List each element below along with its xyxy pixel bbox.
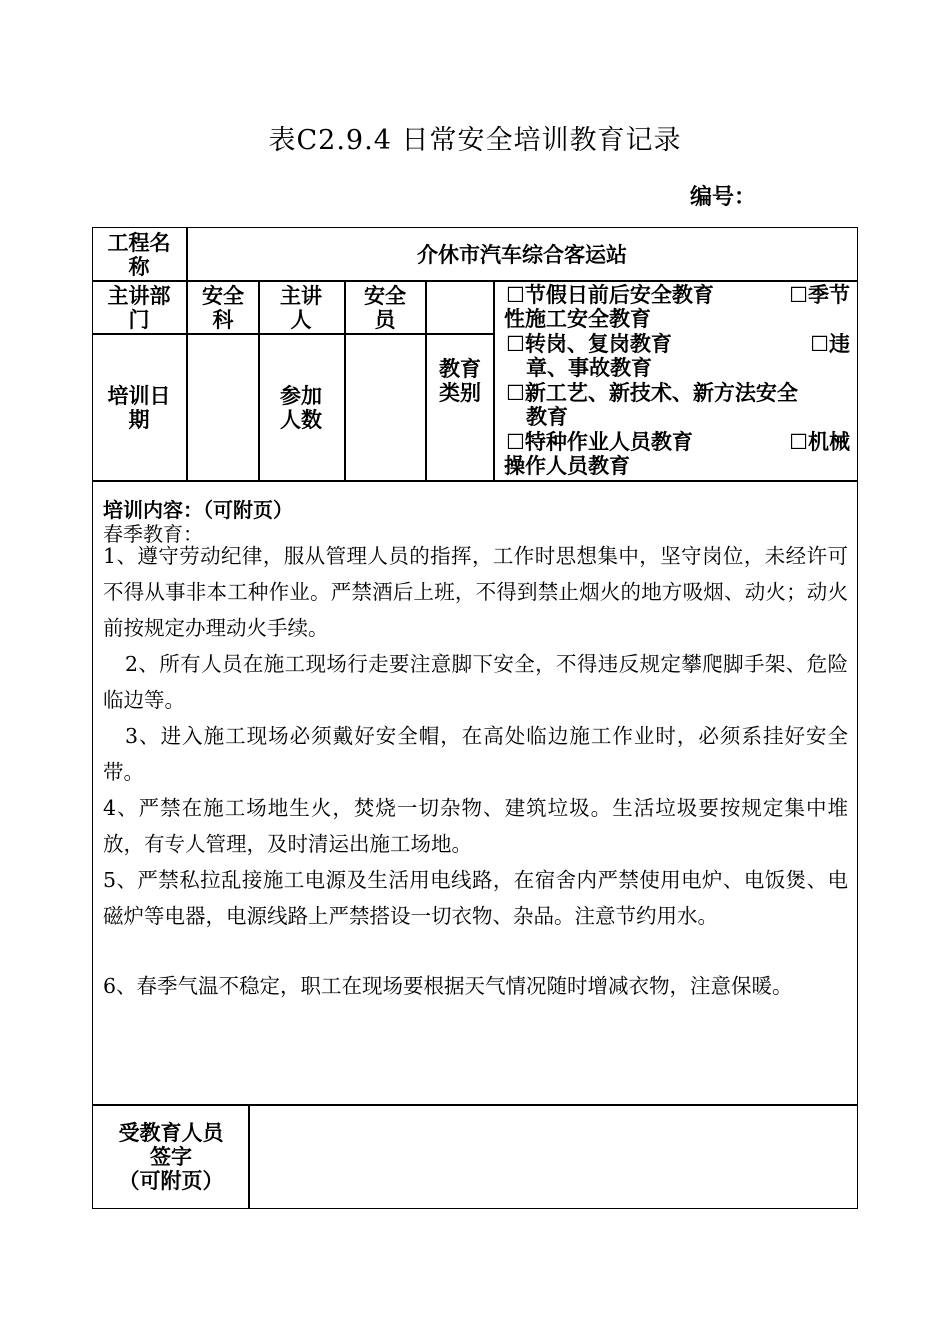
category-option-cont: 教育 [526,405,568,429]
participants-label: 参加人数 [280,383,322,432]
project-name-value: 介休市汽车综合客运站 [417,243,627,267]
category-option-text: ☐季节 [789,283,850,307]
col-divider [258,280,260,481]
category-option-text: ☐机械 [789,430,850,454]
content-paragraph: 5、严禁私拉乱接施工电源及生活用电线路，在宿舍内严禁使用电炉、电饭煲、电磁炉等电器，电源线路上严禁搭设一切衣物、杂品。注意节约用水。 [103,868,848,928]
signature-field[interactable] [250,1106,856,1208]
category-label: 教育类别 [439,357,481,405]
category-option-text: ☐违 [810,332,850,356]
content-paragraph: 4、严禁在施工场地生火，焚烧一切杂物、建筑垃圾。生活垃圾要按规定集中堆放，有专人管理，及时清运出施工场地。 [103,796,848,856]
signature-label-line: （可附页） [118,1169,224,1193]
training-date-value [188,335,258,480]
training-date-label: 培训日期 [107,383,171,432]
category-option-text: ☐转岗、复岗教育 [506,332,672,356]
page-title: 表C2.9.4 日常安全培训教育记录 [268,125,682,156]
category-option[interactable] [506,283,850,307]
content-paragraph: 6、春季气温不稳定，职工在现场要根据天气情况随时增减衣物，注意保暖。 [103,974,793,998]
signature-label [94,1106,248,1208]
category-option-cont: 性施工安全教育 [504,307,651,331]
lecturer-value: 安全员 [364,283,406,332]
participants-value [346,335,425,480]
category-option[interactable] [506,430,850,454]
content-subheading: 春季教育： [103,522,203,546]
content-paragraph: 2、所有人员在施工现场行走要注意脚下安全，不得违反规定攀爬脚手架、危险临边等。 [103,652,848,712]
category-option-cont: 章、事故教育 [526,356,652,380]
number-label: 编号： [690,185,757,210]
lecturer-label: 主讲人 [280,283,322,332]
signature-label-line: 受教育人员 [118,1121,224,1145]
project-name-label: 工程名称 [107,231,171,279]
dept-label: 主讲部门 [107,283,171,332]
signature-label-line: 签字 [150,1145,192,1169]
col-divider [493,280,495,481]
category-option-text: ☐新工艺、新技术、新方法安全 [506,381,798,405]
content-heading: 培训内容：（可附页） [103,498,293,522]
col-divider [425,280,427,481]
category-option-text: ☐节假日前后安全教育 [506,283,714,307]
row-divider [92,480,858,482]
category-option-cont: 操作人员教育 [504,454,630,478]
category-option[interactable] [506,332,850,356]
category-option[interactable] [506,381,850,405]
category-option-text: ☐特种作业人员教育 [506,430,693,454]
dept-value: 安全科 [202,283,244,332]
content-paragraph: 3、进入施工现场必须戴好安全帽，在高处临边施工作业时，必须系挂好安全带。 [103,724,848,784]
content-paragraph: 1、遵守劳动纪律，服从管理人员的指挥，工作时思想集中，坚守岗位，未经许可不得从事非本工种作业。严禁酒后上班，不得到禁止烟火的地方吸烟、动火；动火前按规定办理动火手续。 [103,544,848,640]
